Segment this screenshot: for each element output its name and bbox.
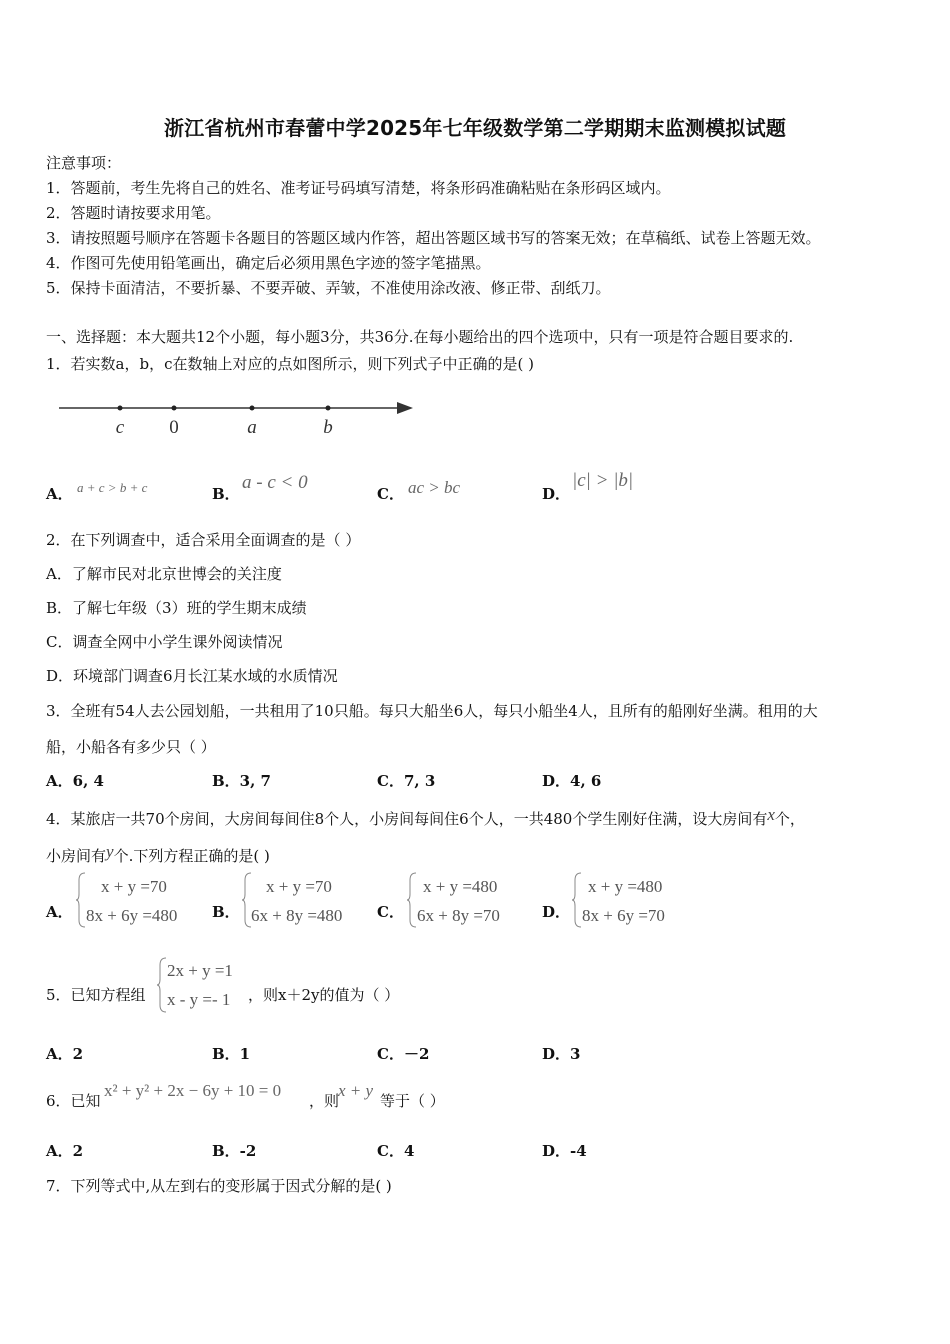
equation-1: x + y =480 — [588, 877, 663, 896]
question-text: 小房间有 — [46, 847, 107, 865]
option: C．4 — [377, 1142, 415, 1160]
question-4 — [46, 805, 805, 829]
question-text: 个， — [774, 810, 805, 828]
equation-1: x + y =70 — [266, 877, 332, 896]
question-6-mid: ，则 — [309, 1092, 340, 1110]
var-y: y — [106, 842, 114, 861]
point-0 — [172, 406, 177, 411]
number-line-figure — [55, 396, 420, 440]
label-c: c — [115, 417, 125, 438]
label-b: b — [323, 417, 333, 438]
arrow-icon — [397, 402, 413, 414]
option: D．环境部门调查6月长江某水域的水质情况 — [46, 667, 338, 685]
option-label: C． — [377, 485, 404, 503]
option: A．2 — [46, 1142, 84, 1160]
page-title: 浙江省杭州市春蕾中学2025年七年级数学第二学期期末监测模拟试题 — [163, 116, 787, 140]
notice-item: 1．答题前，考生先将自己的姓名、准考证号码填写清楚，将条形码准确粘贴在条形码区域内。 — [46, 179, 671, 197]
question-2: 2．在下列调查中，适合采用全面调查的是（ ） — [46, 531, 361, 549]
option: B．-2 — [212, 1142, 257, 1160]
section-heading: 一、选择题：本大题共12个小题，每小题3分，共36分.在每小题给出的四个选项中，只有一项是符合题目要求的. — [46, 328, 794, 346]
option-label: A． — [46, 903, 73, 921]
label-a: a — [247, 417, 257, 438]
equation: x² + y² + 2x − 6y + 10 = 0 — [104, 1081, 282, 1100]
option: A．了解市民对北京世博会的关注度 — [46, 565, 282, 583]
notice-heading: 注意事项： — [46, 154, 122, 172]
option-label: B． — [212, 485, 240, 503]
question-3: 3．全班有54人去公园划船，一共租用了10只船。每只大船坐6人，每只小船坐4人，且所有的船刚好坐满。租用的大 — [46, 702, 818, 720]
option-expr: a - c < 0 — [242, 472, 308, 493]
question-5-end: ，则x＋2y的值为（ ） — [248, 986, 400, 1004]
equation-2: 8x + 6y =480 — [86, 906, 178, 925]
equation-1: x + y =70 — [101, 877, 167, 896]
option: A．6, 4 — [46, 772, 104, 790]
question-6-end: 等于（ ） — [380, 1092, 445, 1110]
question-5-start: 5．已知方程组 — [46, 986, 146, 1004]
option: B．了解七年级（3）班的学生期末成绩 — [46, 599, 307, 617]
option: B．3, 7 — [212, 772, 271, 790]
equation-2: 6x + 8y =70 — [417, 906, 500, 925]
equation-1: x + y =480 — [423, 877, 498, 896]
brace-icon — [407, 872, 417, 928]
question-6-start: 6．已知 — [46, 1092, 101, 1110]
option: C．－2 — [377, 1045, 430, 1063]
brace-icon — [157, 957, 167, 1013]
notice-item: 3．请按照题号顺序在答题卡各题目的答题区域内作答，超出答题区域书写的答案无效；在草稿纸、试卷上答题无效。 — [46, 229, 821, 247]
var-x: x — [767, 805, 775, 824]
option-label: B． — [212, 903, 240, 921]
question-text: 个.下列方程正确的是( ) — [113, 847, 270, 865]
option-expr: ac > bc — [408, 478, 461, 497]
question-1: 1．若实数a，b，c在数轴上对应的点如图所示，则下列式子中正确的是( ) — [46, 355, 534, 373]
question-text: 4．某旅店一共70个房间，大房间每间住8个人，小房间每间住6个人，一共480个学生刚好住满，设大房间有 — [46, 810, 768, 828]
question-4-cont — [46, 842, 270, 866]
point-c — [118, 406, 123, 411]
option: D．-4 — [542, 1142, 587, 1160]
option-label: D． — [542, 485, 571, 503]
point-a — [250, 406, 255, 411]
brace-icon — [572, 872, 582, 928]
option: C．7, 3 — [377, 772, 436, 790]
equation-1: 2x + y =1 — [167, 961, 233, 980]
option-label: D． — [542, 903, 571, 921]
equation-2: 8x + 6y =70 — [582, 906, 665, 925]
question-7: 7．下列等式中,从左到右的变形属于因式分解的是( ) — [46, 1177, 392, 1195]
option: B．1 — [212, 1045, 251, 1063]
option: C．调查全网中小学生课外阅读情况 — [46, 633, 283, 651]
point-b — [326, 406, 331, 411]
label-0: 0 — [169, 417, 179, 438]
option: A．2 — [46, 1045, 84, 1063]
option-expr: |c| > |b| — [572, 470, 634, 491]
option-expr: a + c > b + c — [77, 480, 148, 495]
option-label: C． — [377, 903, 404, 921]
option: D．4, 6 — [542, 772, 602, 790]
equation-2: 6x + 8y =480 — [251, 906, 343, 925]
expression: x + y — [338, 1081, 374, 1100]
question-3-cont: 船，小船各有多少只（ ） — [46, 738, 216, 756]
notice-item: 2．答题时请按要求用笔。 — [46, 204, 221, 222]
option-label: A． — [46, 485, 73, 503]
notice-item: 5．保持卡面清洁，不要折暴、不要弄破、弄皱，不准使用涂改液、修正带、刮纸刀。 — [46, 279, 611, 297]
notice-item: 4．作图可先使用铅笔画出，确定后必须用黑色字迹的签字笔描黑。 — [46, 254, 491, 272]
option: D．3 — [542, 1045, 581, 1063]
brace-icon — [76, 872, 86, 928]
equation-2: x - y =- 1 — [167, 990, 231, 1009]
